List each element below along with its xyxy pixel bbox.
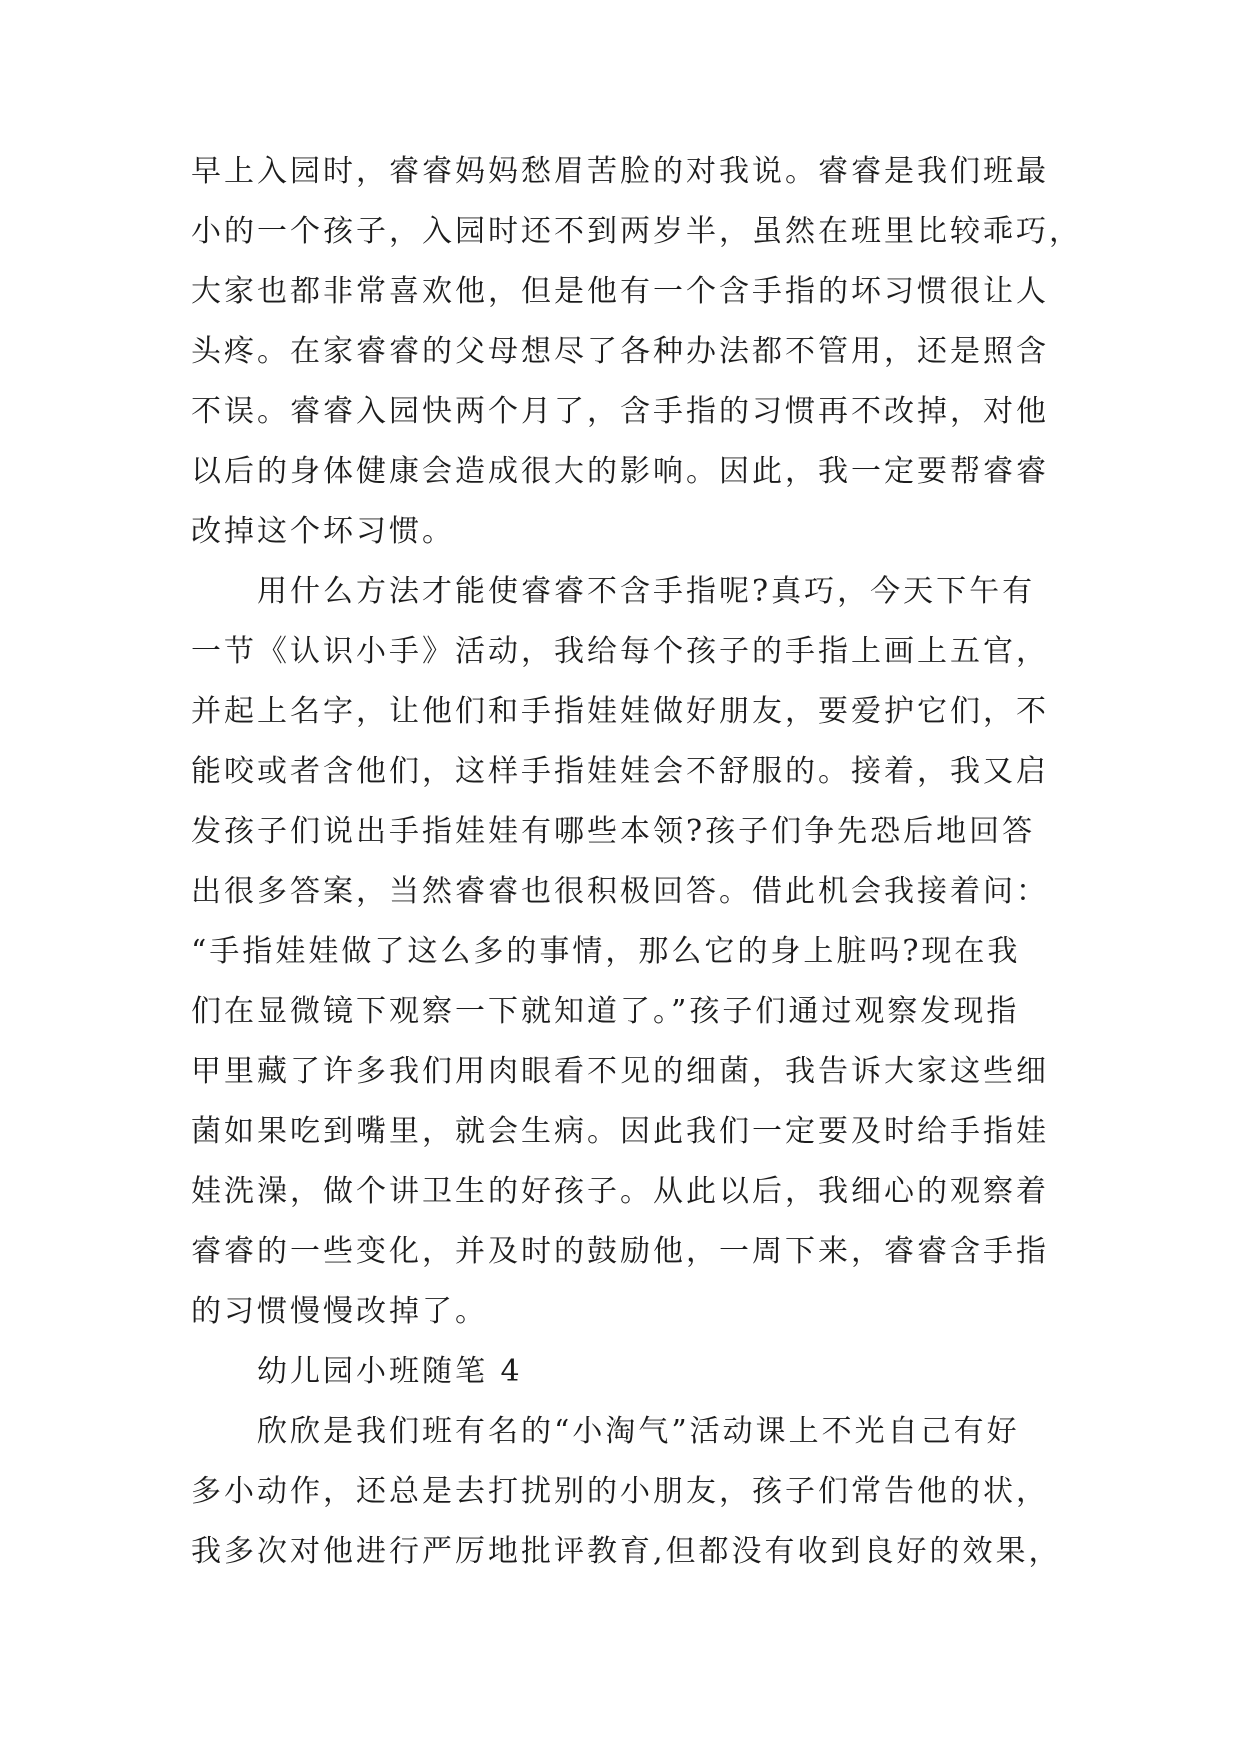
text-line: 改掉这个坏习惯。: [191, 514, 455, 549]
text-line: 大家也都非常喜欢他，但是他有一个含手指的坏习惯很让人: [191, 274, 1049, 309]
text-line: 多小动作，还总是去打扰别的小朋友，孩子们常告他的状，: [191, 1474, 1049, 1509]
document-body: [191, 142, 1082, 1582]
text-line: 能咬或者含他们，这样手指娃娃会不舒服的。接着，我又启: [191, 754, 1049, 789]
text-line: 们在显微镜下观察一下就知道了。”孩子们通过观察发现指: [191, 994, 1020, 1029]
text-line: 我多次对他进行严厉地批评教育,但都没有收到良好的效果，: [191, 1534, 1062, 1569]
text-line-indented: 用什么方法才能使睿睿不含手指呢?真巧，今天下午有: [257, 574, 1036, 609]
text-line: 菌如果吃到嘴里，就会生病。因此我们一定要及时给手指娃: [191, 1114, 1049, 1149]
text-line: 头疼。在家睿睿的父母想尽了各种办法都不管用，还是照含: [191, 334, 1049, 369]
text-line: 并起上名字，让他们和手指娃娃做好朋友，要爱护它们，不: [191, 694, 1049, 729]
text-line: 出很多答案，当然睿睿也很积极回答。借此机会我接着问：: [191, 874, 1049, 909]
text-line: 不误。睿睿入园快两个月了，含手指的习惯再不改掉，对他: [191, 394, 1049, 429]
section-heading: 幼儿园小班随笔 4: [257, 1354, 523, 1389]
text-line-indented: 欣欣是我们班有名的“小淘气”活动课上不光自己有好: [257, 1414, 1020, 1449]
text-line: 发孩子们说出手指娃娃有哪些本领?孩子们争先恐后地回答: [191, 814, 1036, 849]
text-line: 睿睿的一些变化，并及时的鼓励他，一周下来，睿睿含手指: [191, 1234, 1049, 1269]
text-line: 一节《认识小手》活动，我给每个孩子的手指上画上五官，: [191, 634, 1049, 669]
text-line: 的习惯慢慢改掉了。: [191, 1294, 488, 1329]
text-line: 早上入园时，睿睿妈妈愁眉苦脸的对我说。睿睿是我们班最: [191, 154, 1049, 189]
text-line: 小的一个孩子，入园时还不到两岁半，虽然在班里比较乖巧，: [191, 214, 1082, 249]
text-line: 娃洗澡，做个讲卫生的好孩子。从此以后，我细心的观察着: [191, 1174, 1049, 1209]
text-line: “手指娃娃做了这么多的事情，那么它的身上脏吗?现在我: [191, 934, 1021, 969]
text-line: 甲里藏了许多我们用肉眼看不见的细菌，我告诉大家这些细: [191, 1054, 1049, 1089]
text-line: 以后的身体健康会造成很大的影响。因此，我一定要帮睿睿: [191, 454, 1049, 489]
